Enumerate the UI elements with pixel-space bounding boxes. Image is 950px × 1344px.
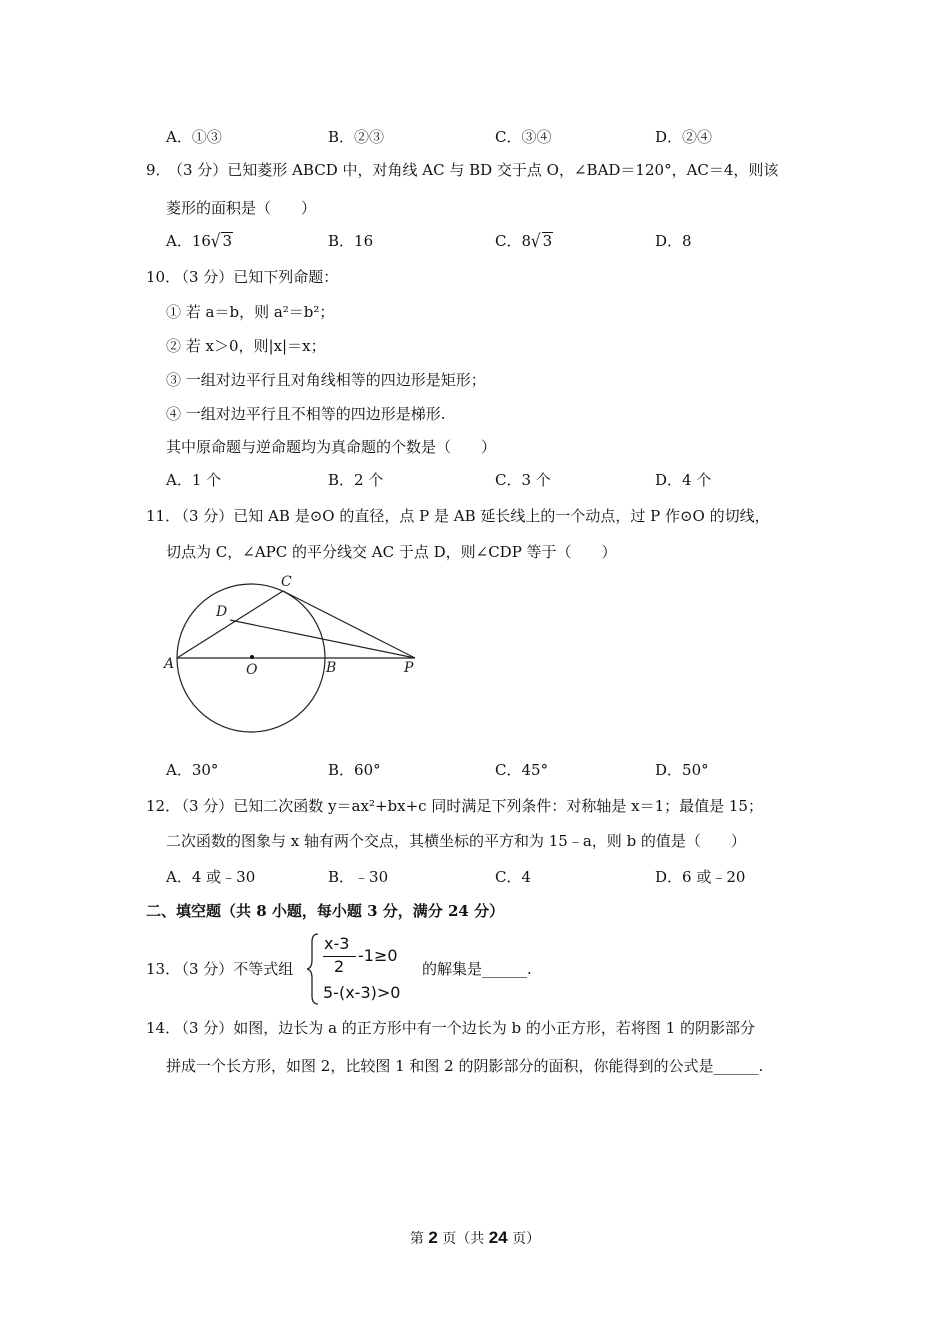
q11-number: 11． bbox=[146, 507, 181, 525]
q13-number: 13． bbox=[146, 960, 181, 978]
q13-inequality-1-rest: -1≥0 bbox=[358, 946, 398, 965]
q13-suffix: 的解集是______. bbox=[422, 960, 532, 978]
q13-frac-numerator: x-3 bbox=[324, 934, 350, 953]
q12-option-b: B．﹣30 bbox=[328, 868, 389, 886]
label-b: B bbox=[326, 660, 337, 676]
q13-inequality-2: 5-(x-3)>0 bbox=[323, 983, 401, 1002]
q9-option-c: C．8√ 3 bbox=[495, 230, 553, 252]
q8-option-d: D．②④ bbox=[655, 128, 713, 146]
q12-line2: 二次函数的图象与 x 轴有两个交点，其横坐标的平方和为 15﹣a，则 b 的值是（ ） bbox=[166, 832, 746, 850]
q12-option-a: A．4 或﹣30 bbox=[166, 868, 256, 886]
q14-line2: 拼成一个长方形，如图 2，比较图 1 和图 2 的阴影部分的面积，你能得到的公式是______. bbox=[166, 1057, 764, 1075]
q11-geometry-figure bbox=[160, 568, 430, 738]
q10-proposition-4: ④ 一组对边平行且不相等的四边形是梯形. bbox=[166, 405, 446, 423]
q10-proposition-2: ② 若 x＞0，则|x|＝x； bbox=[166, 337, 326, 355]
q10-question: 其中原命题与逆命题均为真命题的个数是（ ） bbox=[166, 438, 497, 456]
q8-option-c: C．③④ bbox=[495, 128, 552, 146]
q13-prefix: （3 分）不等式组 bbox=[174, 960, 294, 978]
q11-option-b: B．60° bbox=[328, 761, 381, 779]
sqrt-icon: √ bbox=[210, 230, 221, 252]
q9-line2: 菱形的面积是（ ） bbox=[166, 199, 317, 217]
label-p: P bbox=[404, 660, 414, 676]
q11-line1: （3 分）已知 AB 是⊙O 的直径，点 P 是 AB 延长线上的一个动点，过 P 作⊙O 的切线， bbox=[174, 507, 770, 525]
q10-option-d: D．4 个 bbox=[655, 471, 712, 489]
q10-option-c: C．3 个 bbox=[495, 471, 551, 489]
label-c: C bbox=[281, 574, 292, 590]
q9-option-d: D．8 bbox=[655, 232, 692, 250]
q10-proposition-3: ③ 一组对边平行且对角线相等的四边形是矩形； bbox=[166, 371, 486, 389]
page-number: 2 bbox=[428, 1228, 438, 1247]
q11-option-c: C．45° bbox=[495, 761, 549, 779]
q9-option-b: B．16 bbox=[328, 232, 374, 250]
line-dp bbox=[230, 620, 415, 658]
page-total: 24 bbox=[488, 1228, 508, 1247]
q12-option-c: C．4 bbox=[495, 868, 532, 886]
q11-option-d: D．50° bbox=[655, 761, 709, 779]
label-a: A bbox=[164, 656, 175, 672]
page-footer: 第 2 页（共 24 页） bbox=[409, 1228, 541, 1247]
label-d: D bbox=[216, 604, 228, 620]
brace-icon bbox=[305, 932, 321, 1006]
q11-line2: 切点为 C，∠APC 的平分线交 AC 于点 D，则∠CDP 等于（ ） bbox=[166, 543, 617, 561]
q9-number: 9． bbox=[146, 161, 171, 179]
q12-number: 12． bbox=[146, 797, 181, 815]
q10-option-a: A．1 个 bbox=[166, 471, 222, 489]
q11-option-a: A．30° bbox=[166, 761, 219, 779]
q12-option-d: D．6 或﹣20 bbox=[655, 868, 746, 886]
q10-line1: （3 分）已知下列命题： bbox=[174, 268, 339, 286]
q9-option-a: A．16√ 3 bbox=[166, 230, 233, 252]
q10-proposition-1: ① 若 a＝b，则 a²＝b²； bbox=[166, 303, 335, 321]
center-dot bbox=[250, 655, 254, 659]
q8-option-b: B．②③ bbox=[328, 128, 385, 146]
label-o: O bbox=[246, 662, 258, 678]
q14-number: 14． bbox=[146, 1019, 181, 1037]
section-2-title: 二、填空题（共 8 小题，每小题 3 分，满分 24 分） bbox=[146, 902, 505, 920]
sqrt-icon: √ bbox=[531, 230, 541, 252]
q14-line1: （3 分）如图，边长为 a 的正方形中有一个边长为 b 的小正方形，若将图 1 的阴影部分 bbox=[174, 1019, 756, 1037]
q10-number: 10． bbox=[146, 268, 181, 286]
q13-frac-denominator: 2 bbox=[334, 957, 345, 976]
q10-option-b: B．2 个 bbox=[328, 471, 384, 489]
q8-option-a: A．①③ bbox=[166, 128, 222, 146]
q9-line1: （3 分）已知菱形 ABCD 中，对角线 AC 与 BD 交于点 O，∠BAD＝120°，AC＝4，则该 bbox=[168, 161, 779, 179]
line-ac bbox=[177, 591, 283, 658]
q12-line1: （3 分）已知二次函数 y＝ax²+bx+c 同时满足下列条件：对称轴是 x＝1；最值是 15； bbox=[174, 797, 763, 815]
line-cp bbox=[283, 591, 415, 658]
